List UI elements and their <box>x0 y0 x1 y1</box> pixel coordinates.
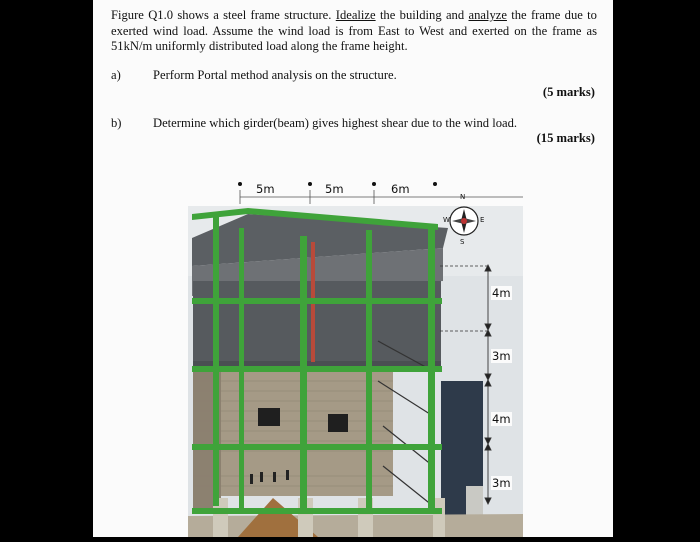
compass-north: N <box>460 193 466 201</box>
figure-q1 <box>188 176 523 537</box>
storey-height-3: 4m <box>492 412 511 426</box>
steel-frame-figure <box>188 176 523 537</box>
idealize-term: Idealize <box>335 8 376 22</box>
question-b-marks: (15 marks) <box>536 131 595 145</box>
span-dimension-line <box>238 182 523 204</box>
building-photo <box>188 206 523 537</box>
storey-height-4: 3m <box>492 476 511 490</box>
compass-east: E <box>480 216 485 224</box>
problem-statement: Figure Q1.0 shows a steel frame structure. Idealize the building and analyze the frame due to exerted wind load. Assume the wind load is from East to West and exerted on the frame as 51kN/m uniformly distributed load along the frame height. <box>111 8 597 53</box>
question-b-text: Determine which girder(beam) gives highest shear due to the wind load. <box>153 116 518 130</box>
document-page <box>93 0 613 537</box>
span-label-2: 5m <box>325 182 344 196</box>
storey-height-1: 4m <box>492 286 511 300</box>
span-label-3: 6m <box>391 182 410 196</box>
span-label-1: 5m <box>256 182 275 196</box>
analyze-term: analyze <box>468 8 507 22</box>
compass-rose-icon <box>450 207 478 235</box>
question-b-label: b) <box>111 116 122 130</box>
compass-south: S <box>460 238 465 246</box>
question-a-text: Perform Portal method analysis on the structure. <box>153 68 397 82</box>
compass-west: W <box>443 216 450 224</box>
storey-height-2: 3m <box>492 349 511 363</box>
question-a-marks: (5 marks) <box>542 85 595 99</box>
question-a-label: a) <box>111 68 121 82</box>
